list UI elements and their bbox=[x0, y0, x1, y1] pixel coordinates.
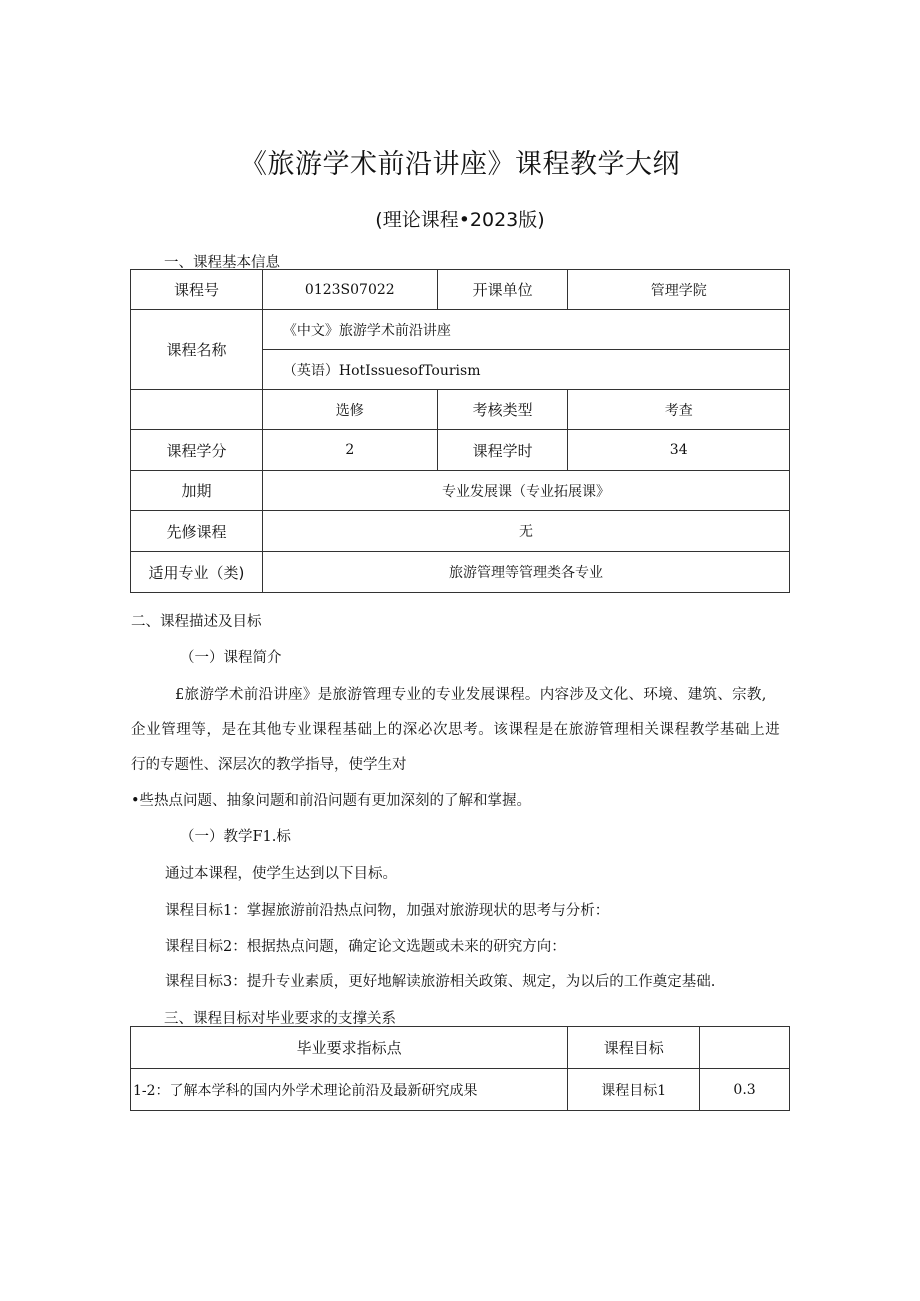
major-label: 适用专业（类) bbox=[131, 552, 263, 593]
page-title: 《旅游学术前沿讲座》课程教学大纲 bbox=[240, 149, 680, 180]
support-relation-table bbox=[130, 1026, 790, 1111]
col-goal-header: 课程目标 bbox=[568, 1027, 700, 1069]
goal-intro: 通过本课程，使学生达到以下目标。 bbox=[165, 866, 397, 882]
goal-heading: （一）教学F1.标 bbox=[180, 829, 291, 845]
course-no-value: 0123S07022 bbox=[262, 270, 437, 310]
prereq-value: 无 bbox=[262, 511, 789, 552]
credit-label: 课程学分 bbox=[131, 430, 263, 471]
hours-value: 34 bbox=[568, 430, 790, 471]
prereq-label: 先修课程 bbox=[131, 511, 263, 552]
intro-line: •些热点问题、抽象问题和前沿问题有更加深刻的了解和掌握。 bbox=[131, 793, 532, 809]
dept-label: 开课单位 bbox=[437, 270, 568, 310]
page-subtitle: (理论课程•2023版) bbox=[375, 209, 545, 231]
course-info-table bbox=[130, 269, 790, 593]
name-cn-value: 《中文》旅游学术前沿讲座 bbox=[262, 310, 789, 350]
intro-line: 行的专题性、深层次的教学指导，使学生对 bbox=[131, 757, 407, 773]
goal-cell: 课程目标1 bbox=[568, 1069, 700, 1111]
req-cell: 1-2：了解本学科的国内外学术理论前沿及最新研究成果 bbox=[131, 1069, 568, 1111]
goal-item: 课程目标2：根据热点问题，确定论文选题或未来的研究方向： bbox=[165, 939, 566, 955]
intro-line: 企业管理等，是在其他专业课程基础上的深必次思考。该课程是在旅游管理相关课程教学基础上进 bbox=[131, 722, 781, 738]
course-type-value: 选修 bbox=[262, 390, 437, 430]
col-req-header: 毕业要求指标点 bbox=[131, 1027, 568, 1069]
name-label: 课程名称 bbox=[131, 310, 263, 390]
credit-value: 2 bbox=[262, 430, 437, 471]
section3-heading: 三、课程目标对毕业要求的支撑关系 bbox=[164, 1011, 396, 1027]
table-row bbox=[131, 270, 790, 310]
major-value: 旅游管理等管理类各专业 bbox=[262, 552, 789, 593]
term-label: 加期 bbox=[131, 471, 263, 511]
weight-cell: 0.3 bbox=[700, 1069, 790, 1111]
table-row bbox=[131, 471, 790, 511]
goal-item: 课程目标1：掌握旅游前沿热点问物，加强对旅游现状的思考与分析： bbox=[165, 903, 610, 919]
term-value: 专业发展课（专业拓展课》 bbox=[262, 471, 789, 511]
goal-item: 课程目标3：提升专业素质，更好地解读旅游相关政策、规定，为以后的工作奠定基础. bbox=[165, 974, 716, 990]
table-header-row bbox=[131, 1027, 790, 1069]
col-weight-header bbox=[700, 1027, 790, 1069]
intro-heading: （一）课程简介 bbox=[180, 650, 282, 666]
table-row bbox=[131, 390, 790, 430]
section2-heading: 二、课程描述及目标 bbox=[131, 614, 262, 630]
dept-value: 管理学院 bbox=[568, 270, 790, 310]
assess-label: 考核类型 bbox=[437, 390, 568, 430]
table-row bbox=[131, 552, 790, 593]
table-row bbox=[131, 1069, 790, 1111]
table-row bbox=[131, 511, 790, 552]
hours-label: 课程学时 bbox=[437, 430, 568, 471]
section1-heading: 一、课程基本信息 bbox=[164, 255, 280, 271]
table-row bbox=[131, 310, 790, 350]
table-row bbox=[131, 430, 790, 471]
assess-value: 考查 bbox=[568, 390, 790, 430]
empty-label-cell bbox=[131, 390, 263, 430]
course-no-label: 课程号 bbox=[131, 270, 263, 310]
intro-line: £旅游学术前沿讲座》是旅游管理专业的专业发展课程。内容涉及文化、环境、建筑、宗教, bbox=[175, 687, 767, 703]
name-en-value: （英语）HotIssuesofTourism bbox=[262, 350, 789, 390]
